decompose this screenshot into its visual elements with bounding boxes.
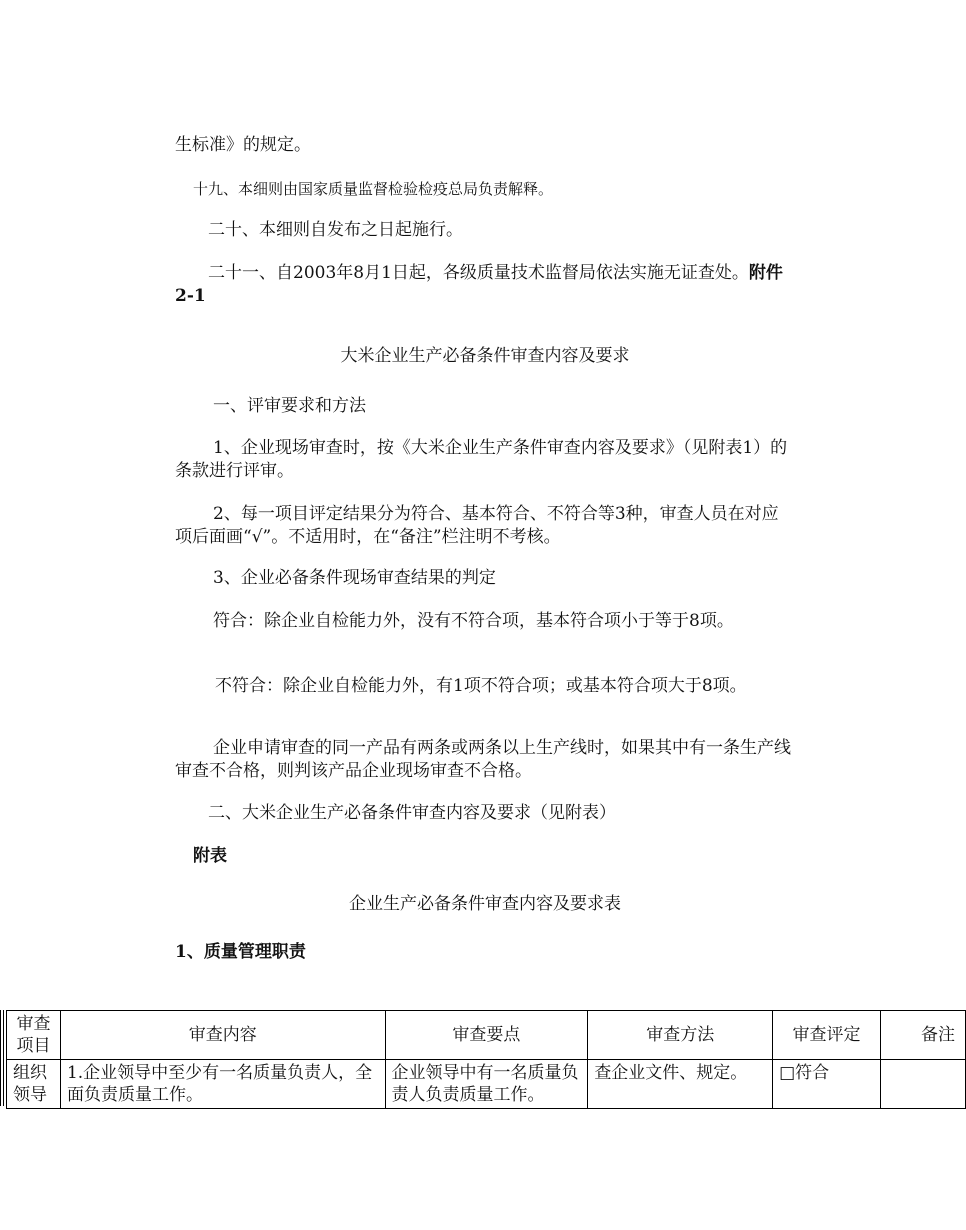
cell-method: 查企业文件、规定。 bbox=[588, 1060, 773, 1109]
item-3: 3、企业必备条件现场审查结果的判定 bbox=[213, 568, 496, 588]
header-method: 审查方法 bbox=[588, 1011, 773, 1060]
criteria-pass: 符合：除企业自检能力外，没有不符合项，基本符合项小于等于8项。 bbox=[213, 611, 734, 631]
header-item: 审查项目 bbox=[7, 1011, 61, 1060]
item-2: 2、每一项目评定结果分为符合、基本符合、不符合等3种，审查人员在对应项后面画“√”。不适用时，在“备注”栏注明不考核。 bbox=[175, 504, 779, 547]
header-remarks: 备注 bbox=[880, 1011, 965, 1060]
header-content: 审查内容 bbox=[60, 1011, 385, 1060]
header-key-points: 审查要点 bbox=[385, 1011, 588, 1060]
table-left-border bbox=[0, 1010, 4, 1106]
requirements-table bbox=[6, 1010, 966, 1109]
header-evaluation: 审查评定 bbox=[773, 1011, 881, 1060]
production-lines-rule: 企业申请审查的同一产品有两条或两条以上生产线时，如果其中有一条生产线审查不合格，则判该产品企业现场审查不合格。 bbox=[175, 738, 791, 781]
document-title: 大米企业生产必备条件审查内容及要求 bbox=[340, 346, 630, 366]
item-1: 1、企业现场审查时，按《大米企业生产条件审查内容及要求》（见附表1）的条款进行评审。 bbox=[175, 438, 788, 481]
table-title: 企业生产必备条件审查内容及要求表 bbox=[349, 894, 621, 914]
section-1-heading: 一、评审要求和方法 bbox=[213, 396, 366, 416]
table-row bbox=[7, 1060, 966, 1109]
paragraph-continuation: 生标准》的规定。 bbox=[175, 135, 311, 155]
cell-evaluation[interactable]: □符合 bbox=[773, 1060, 881, 1109]
cell-remarks bbox=[880, 1060, 965, 1109]
criteria-fail: 不符合：除企业自检能力外，有1项不符合项；或基本符合项大于8项。 bbox=[215, 676, 747, 696]
cell-key-points: 企业领导中有一名质量负责人负责质量工作。 bbox=[385, 1060, 588, 1109]
paragraph-21-text: 二十一、自2003年8月1日起，各级质量技术监督局依法实施无证查处。 bbox=[208, 263, 749, 283]
paragraph-20: 二十、本细则自发布之日起施行。 bbox=[208, 220, 463, 240]
cell-item: 组织领导 bbox=[7, 1060, 61, 1109]
paragraph-19: 十九、本细则由国家质量监督检验检疫总局负责解释。 bbox=[193, 180, 554, 198]
attachment-label: 附件 2-1 bbox=[175, 263, 783, 306]
cell-content: 1.企业领导中至少有一名质量负责人，全面负责质量工作。 bbox=[60, 1060, 385, 1109]
table-header-row bbox=[7, 1011, 966, 1060]
paragraph-21 bbox=[175, 262, 795, 308]
section-2-heading: 二、大米企业生产必备条件审查内容及要求（见附表） bbox=[208, 803, 616, 823]
subsection-heading: 1、质量管理职责 bbox=[175, 942, 306, 962]
appendix-label: 附表 bbox=[193, 846, 227, 866]
